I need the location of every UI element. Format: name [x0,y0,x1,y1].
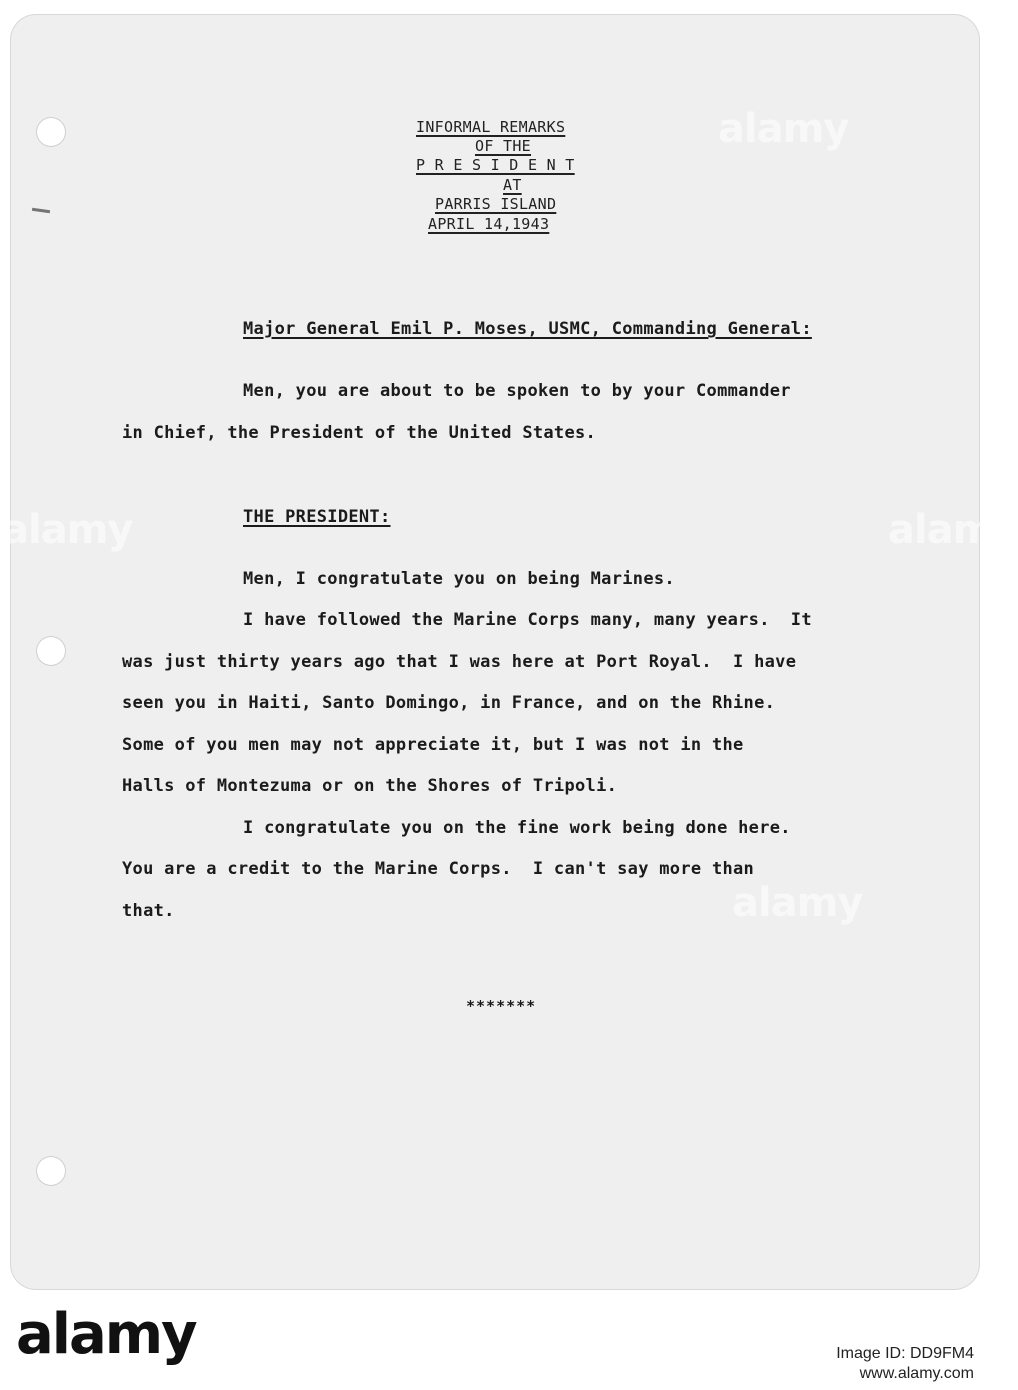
speech-line: Men, you are about to be spoken to by your Commander [243,381,791,401]
footer-image-info [836,1344,974,1384]
speech-line: was just thirty years ago that I was here at Port Royal. I have [122,652,797,672]
speaker-general: Major General Emil P. Moses, USMC, Commanding General: [243,319,812,339]
ink-mark [32,208,50,213]
typewritten-document [2,14,1018,1290]
speech-line: Some of you men may not appreciate it, but I was not in the [122,735,744,755]
watermark: alamy [888,507,1018,553]
punch-hole-icon [36,1156,66,1186]
speech-line: in Chief, the President of the United States. [122,423,597,443]
speech-line: I have followed the Marine Corps many, many years. It [243,610,812,630]
watermark: alamy [732,880,863,926]
watermark: alamy [718,106,849,152]
alamy-logo: alamy [16,1302,196,1367]
title-line-6: APRIL 14,1943 [428,215,550,233]
site-url: www.alamy.com [859,1365,974,1382]
speech-line: I congratulate you on the fine work being done here. [243,818,791,838]
title-line-2: OF THE [475,137,531,155]
image-id: Image ID: DD9FM4 [836,1345,974,1362]
speech-line: Halls of Montezuma or on the Shores of Tripoli. [122,776,618,796]
speech-line: You are a credit to the Marine Corps. I can't say more than [122,859,755,879]
punch-hole-icon [36,636,66,666]
punch-hole-icon [36,117,66,147]
title-line-1: INFORMAL REMARKS [416,118,566,136]
title-line-4: AT [503,176,522,194]
speech-line: that. [122,901,175,921]
title-line-5: PARRIS ISLAND [435,195,557,213]
speech-line: seen you in Haiti, Santo Domingo, in France, and on the Rhine. [122,693,776,713]
speaker-president: THE PRESIDENT: [243,507,391,527]
title-line-3: P R E S I D E N T [416,156,575,174]
watermark: alamy [2,507,133,553]
end-mark: ******* [466,997,537,1015]
speech-line: Men, I congratulate you on being Marines. [243,569,675,589]
